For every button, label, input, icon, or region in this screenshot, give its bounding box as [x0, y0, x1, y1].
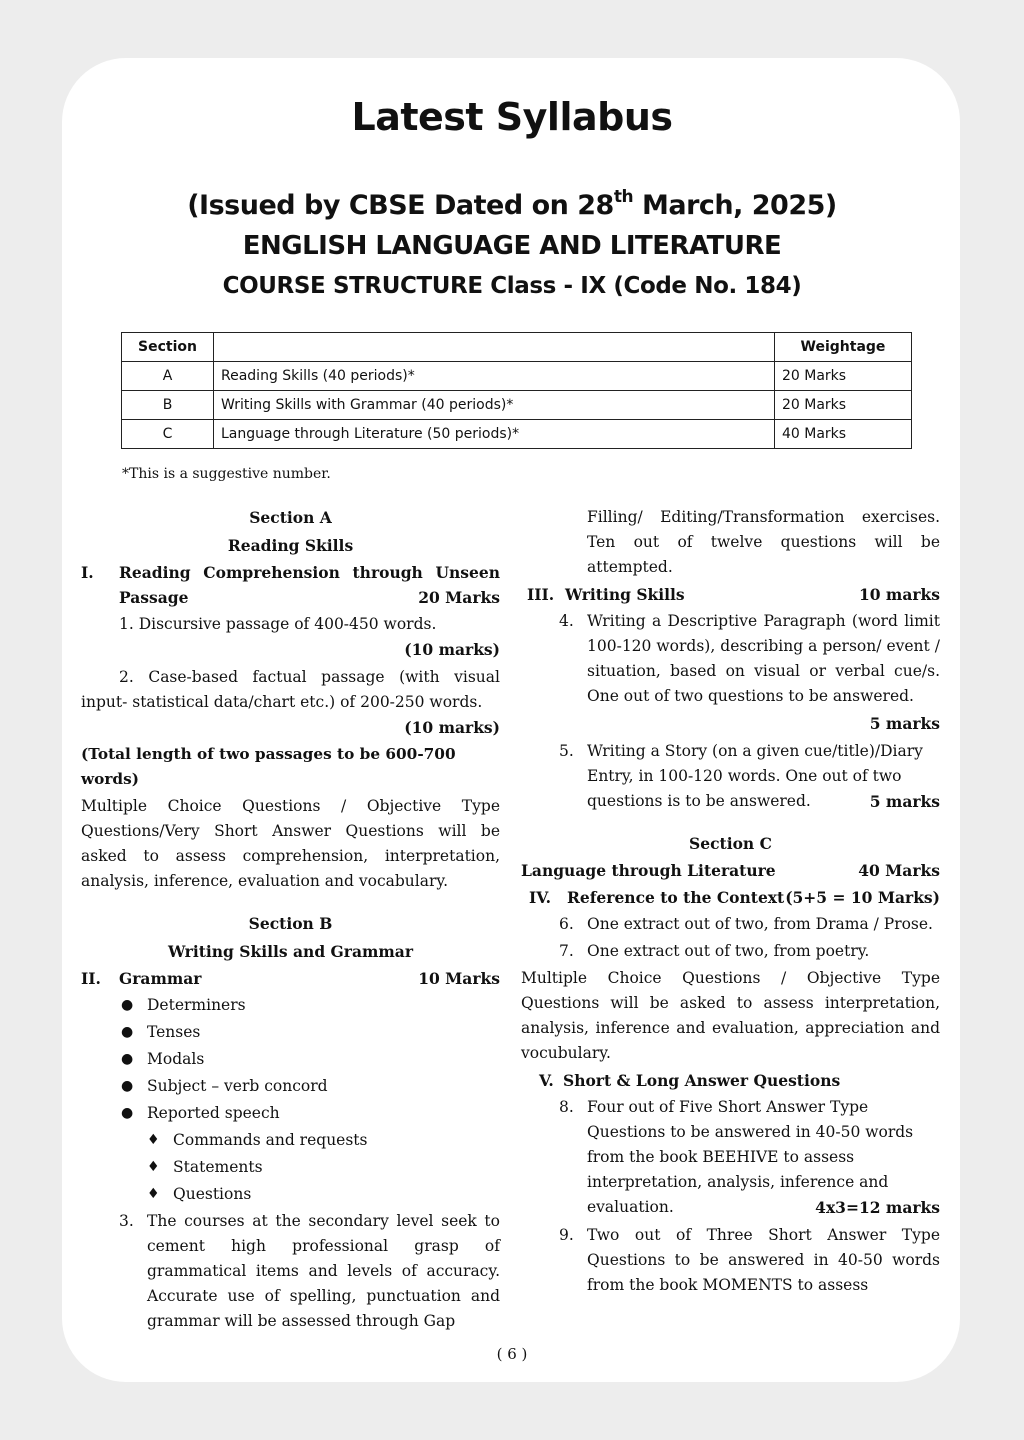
literature-line	[521, 858, 940, 883]
page-title: Latest Syllabus	[351, 95, 673, 139]
sub-list-item	[147, 1182, 500, 1207]
item-iv	[521, 885, 940, 910]
item-iv-title-line	[567, 885, 940, 910]
item-5-marks: 5 marks	[869, 792, 940, 811]
section-a-heading: Section A	[249, 508, 332, 527]
total-length: (Total length of two passages to be 600-700 words)	[81, 745, 456, 788]
item-ii-title-line	[119, 966, 500, 991]
section-c-heading: Section C	[689, 834, 772, 853]
item-7-number: 7.	[559, 942, 574, 960]
item-5-text: Writing a Story (on a given cue/title)/Diary Entry, in 100-120 words. One out of two questions is to be answered.	[587, 742, 923, 810]
bullet-icon: ●	[121, 1051, 134, 1067]
item-v	[521, 1068, 940, 1093]
sub-list-item-label: Commands and requests	[173, 1131, 368, 1149]
issued-text: (Issued by CBSE Dated on 28	[187, 190, 614, 221]
table-cell: 20 Marks	[775, 391, 912, 420]
item-9-text: Two out of Three Short Answer Type Questions to be answered in 40-50 words from the book MOMENTS to assess	[587, 1226, 940, 1294]
item-3-number: 3.	[119, 1212, 134, 1230]
passage-2-marks: (10 marks)	[404, 718, 500, 737]
course-table	[121, 332, 912, 449]
section-b-heading: Section B	[248, 914, 333, 933]
right-column	[521, 505, 940, 1298]
item-ii-marks: 10 Marks	[418, 969, 500, 988]
item-iv-number: IV.	[529, 888, 551, 907]
list-item-label: Tenses	[147, 1023, 201, 1041]
item-5-number: 5.	[559, 742, 574, 760]
list-item	[121, 1101, 500, 1126]
table-cell: 40 Marks	[775, 420, 912, 449]
item-ii-title: Grammar	[119, 969, 202, 988]
item-i-body	[119, 560, 500, 610]
item-5	[521, 739, 940, 814]
item-5-body	[587, 739, 940, 814]
passage-1: 1. Discursive passage of 400-450 words.	[119, 615, 437, 633]
issued-sup: th	[613, 187, 634, 207]
item-i-title-end: Passage	[119, 588, 189, 607]
sub-list	[121, 1128, 500, 1207]
course-title: COURSE STRUCTURE Class - IX (Code No. 184)	[222, 273, 802, 299]
diamond-icon: ♦	[147, 1132, 160, 1148]
item-4-number: 4.	[559, 612, 574, 630]
item-iii-title: Writing Skills	[565, 585, 685, 604]
bullet-icon: ●	[121, 997, 134, 1013]
item-iv-title: Reference to the Context	[567, 888, 785, 907]
section-c-mcq: Multiple Choice Questions / Objective Type Questions will be asked to assess interpretation, analysis, inference and evaluation, appreciation and vocubulary.	[521, 969, 940, 1062]
table-row	[122, 420, 912, 449]
diamond-icon: ♦	[147, 1186, 160, 1202]
table-cell: Language through Literature (50 periods)*	[214, 420, 775, 449]
item-8-body	[587, 1095, 940, 1220]
item-ii	[81, 966, 500, 991]
bullet-icon: ●	[121, 1105, 134, 1121]
item-iv-marks: (5+5 = 10 Marks)	[785, 888, 940, 907]
table-footnote: *This is a suggestive number.	[122, 466, 331, 482]
table-row	[122, 391, 912, 420]
bullet-icon: ●	[121, 1078, 134, 1094]
item-8-number: 8.	[559, 1098, 574, 1116]
item-7-text: One extract out of two, from poetry.	[587, 942, 870, 960]
item-i-title-line2	[119, 585, 500, 610]
issued-line	[0, 187, 1024, 221]
item-i-number: I.	[81, 563, 94, 582]
item-8-text: Four out of Five Short Answer Type Questions to be answered in 40-50 words from the book BEEHIVE to assess interpretation, analysis, inference and evaluation.	[587, 1098, 914, 1216]
list-item	[121, 1020, 500, 1045]
item-3-text: The courses at the secondary level seek to cement high professional grasp of grammatical items and levels of accuracy. Accurate use of spelling, punctuation and grammar will be assessed through Gap	[147, 1212, 500, 1330]
item-iii-marks: 10 marks	[858, 585, 940, 604]
list-item-label: Subject – verb concord	[147, 1077, 328, 1095]
item-3	[81, 1209, 500, 1334]
table-cell: 20 Marks	[775, 362, 912, 391]
list-item	[121, 1074, 500, 1099]
item-4	[521, 609, 940, 709]
table-cell: Reading Skills (40 periods)*	[214, 362, 775, 391]
item-6-text: One extract out of two, from Drama / Prose.	[587, 915, 933, 933]
passage-1-marks: (10 marks)	[404, 640, 500, 659]
page-number: ( 6 )	[496, 1345, 528, 1363]
item-6-number: 6.	[559, 915, 574, 933]
sub-list-item-label: Statements	[173, 1158, 263, 1176]
item-iii-title-line	[565, 582, 940, 607]
item-8	[521, 1095, 940, 1220]
bullet-icon: ●	[121, 1024, 134, 1040]
section-b-title: Writing Skills and Grammar	[167, 942, 414, 961]
list-item	[121, 1047, 500, 1072]
list-item	[121, 993, 500, 1018]
item-8-marks: 4x3=12 marks	[815, 1198, 940, 1217]
table-cell: A	[122, 362, 214, 391]
item-9-number: 9.	[559, 1226, 574, 1244]
item-7	[521, 939, 940, 964]
item-v-title: Short & Long Answer Questions	[563, 1071, 841, 1090]
item-v-number: V.	[539, 1071, 554, 1090]
table-row	[122, 362, 912, 391]
list-item-label: Reported speech	[147, 1104, 280, 1122]
item-9	[521, 1223, 940, 1298]
table-header: Section	[122, 333, 214, 362]
table-cell: B	[122, 391, 214, 420]
item-4-text: Writing a Descriptive Paragraph (word limit 100-120 words), describing a person/ event / situation, based on visual or verbal cue/s. One out of two questions to be answered.	[587, 612, 940, 705]
list-item-label: Determiners	[147, 996, 246, 1014]
diamond-icon: ♦	[147, 1159, 160, 1175]
item-ii-number: II.	[81, 969, 101, 988]
sub-list-item	[147, 1155, 500, 1180]
item-iii-number: III.	[527, 585, 555, 604]
section-a-mcq: Multiple Choice Questions / Objective Type Questions/Very Short Answer Questions will be asked to assess comprehension, interpretation, analysis, inference, evaluation and vocabulary.	[81, 797, 500, 890]
table-cell: C	[122, 420, 214, 449]
item-i-marks: 20 Marks	[418, 588, 500, 607]
table-header	[214, 333, 775, 362]
literature-title: Language through Literature	[521, 861, 776, 880]
item-4-marks: 5 marks	[869, 714, 940, 733]
item-i	[81, 560, 500, 610]
table-header-row	[122, 333, 912, 362]
grammar-list	[81, 993, 500, 1207]
item-3-continued: Filling/ Editing/Transformation exercises. Ten out of twelve questions will be attempted.	[587, 508, 940, 576]
item-i-title-line1: Reading Comprehension through Unseen	[119, 563, 500, 582]
passage-2: 2. Case-based factual passage (with visual input- statistical data/chart etc.) of 200-250 words.	[81, 668, 500, 711]
left-column	[81, 505, 500, 1334]
sub-list-item-label: Questions	[173, 1185, 252, 1203]
table-header: Weightage	[775, 333, 912, 362]
sub-list-item	[147, 1128, 500, 1153]
issued-date: March, 2025)	[633, 190, 837, 221]
subject-title: ENGLISH LANGUAGE AND LITERATURE	[242, 231, 782, 261]
list-item-label: Modals	[147, 1050, 205, 1068]
literature-marks: 40 Marks	[858, 861, 940, 880]
item-iii	[521, 582, 940, 607]
item-6	[521, 912, 940, 937]
section-a-title: Reading Skills	[227, 536, 354, 555]
table-cell: Writing Skills with Grammar (40 periods)*	[214, 391, 775, 420]
